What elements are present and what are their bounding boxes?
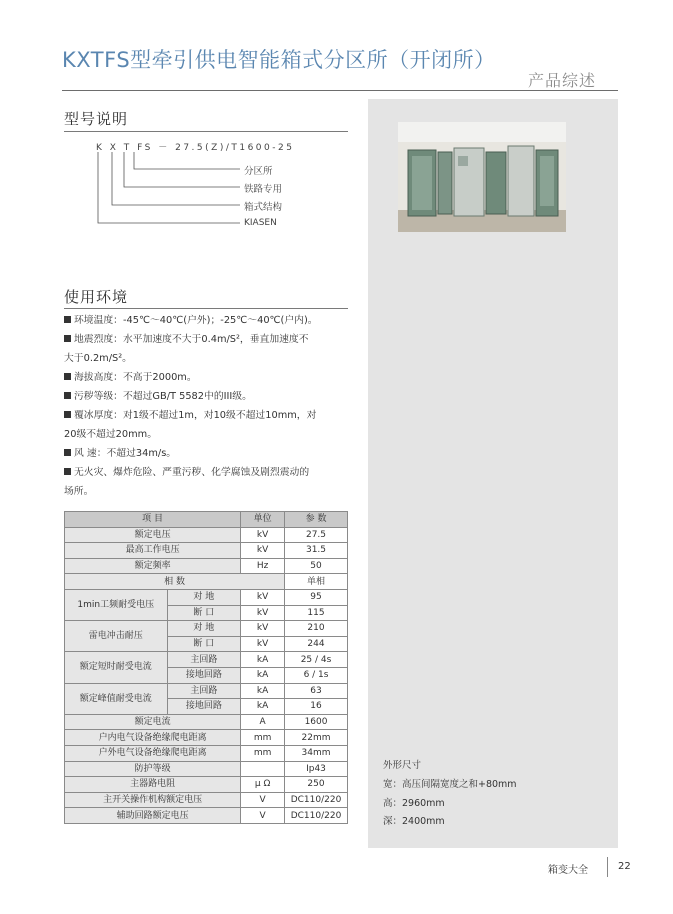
table-row: 户内电气设备绝缘爬电距离 mm 22mm (65, 730, 348, 746)
table-row: 断 口 kV 244 (65, 636, 348, 652)
footer-brand: 箱变大全 (548, 865, 588, 876)
model-label-1: 分区所 (244, 166, 273, 177)
bullet-icon (64, 316, 71, 323)
env-line-location-cont: 场所。 (64, 486, 94, 497)
env-line-ice: 覆冰厚度：对1级不超过1m，对10级不超过10mm，对 (64, 410, 316, 422)
env-line-pollution: 污秽等级：不超过GB/T 5582中的III级。 (64, 391, 252, 403)
model-section-rule (64, 131, 348, 132)
bullet-icon (64, 373, 71, 380)
table-row: 额定电压 kV 27.5 (65, 527, 348, 543)
env-line-ice-cont: 20级不超过20mm。 (64, 429, 158, 440)
page-number: 22 (618, 861, 631, 872)
product-photo (398, 122, 566, 232)
table-row: 接地回路 kA 6 / 1s (65, 667, 348, 683)
header-item: 项 目 (65, 512, 241, 528)
table-row: 最高工作电压 kV 31.5 (65, 543, 348, 559)
env-section-title: 使用环境 (64, 288, 129, 306)
footer-separator (607, 857, 608, 877)
table-header-row (65, 512, 348, 528)
header-rule (62, 90, 618, 91)
header-unit: 单位 (241, 512, 285, 528)
env-line-temperature: 环境温度：-45℃～40℃(户外)；-25℃～40℃(户内)。 (64, 315, 318, 327)
dimension-depth: 深：2400mm (383, 816, 445, 827)
env-line-altitude: 海拔高度：不高于2000m。 (64, 372, 197, 384)
bullet-icon (64, 411, 71, 418)
table-row: 主开关操作机构额定电压 V DC110/220 (65, 792, 348, 808)
model-code: K X T FS － 27.5(Z)/T1600-25 (96, 143, 295, 153)
table-row: 户外电气设备绝缘爬电距离 mm 34mm (65, 745, 348, 761)
model-diagram-lines (90, 150, 250, 240)
table-row: 额定频率 Hz 50 (65, 558, 348, 574)
header-value: 参 数 (285, 512, 348, 528)
page-title: KXTFS型牵引供电智能箱式分区所（开闭所） (62, 48, 496, 72)
bullet-icon (64, 468, 71, 475)
bullet-icon (64, 335, 71, 342)
env-section-rule (64, 308, 348, 309)
table-row: 辅助回路额定电压 V DC110/220 (65, 808, 348, 824)
bullet-icon (64, 449, 71, 456)
model-label-brand: KIASEN (244, 218, 277, 228)
env-line-seismic: 地震烈度：水平加速度不大于0.4m/S²，垂直加速度不 (64, 334, 309, 346)
dimension-width: 宽：高压间隔宽度之和+80mm (383, 779, 517, 790)
parameters-table (64, 511, 348, 824)
env-line-seismic-cont: 大于0.2m/S²。 (64, 353, 132, 364)
bullet-icon (64, 392, 71, 399)
table-row: 接地回路 kA 16 (65, 699, 348, 715)
table-row: 相 数 单相 (65, 574, 348, 590)
table-row: 额定电流 A 1600 (65, 714, 348, 730)
model-section-title: 型号说明 (64, 110, 129, 128)
table-row: 1min工频耐受电压 对 地 kV 95 (65, 589, 348, 605)
table-row: 额定短时耐受电流 主回路 kA 25 / 4s (65, 652, 348, 668)
page-subtitle: 产品综述 (528, 71, 597, 90)
env-line-location: 无火灾、爆炸危险、严重污秽、化学腐蚀及剧烈震动的 (64, 467, 309, 479)
table-row: 主器路电阻 μ Ω 250 (65, 777, 348, 793)
env-line-wind: 风 速：不超过34m/s。 (64, 448, 176, 460)
model-label-2: 铁路专用 (244, 184, 283, 195)
table-row: 雷电冲击耐压 对 地 kV 210 (65, 621, 348, 637)
table-row: 防护等级 Ip43 (65, 761, 348, 777)
table-row: 额定峰值耐受电流 主回路 kA 63 (65, 683, 348, 699)
dimension-height: 高：2960mm (383, 798, 445, 809)
dimensions-title: 外形尺寸 (383, 760, 422, 771)
table-row: 断 口 kV 115 (65, 605, 348, 621)
model-label-3: 箱式结构 (244, 202, 283, 213)
